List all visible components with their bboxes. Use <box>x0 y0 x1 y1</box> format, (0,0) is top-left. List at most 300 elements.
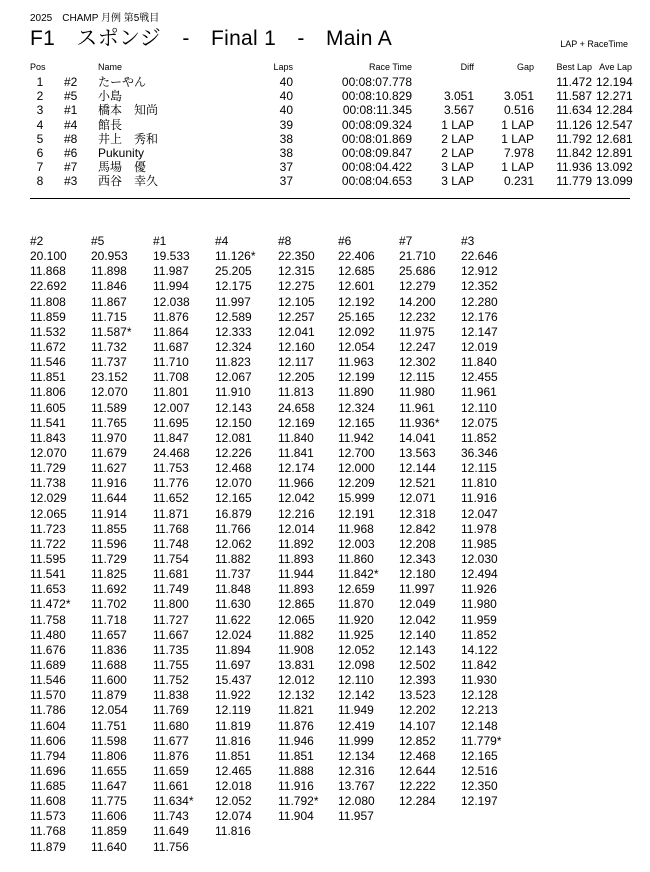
result-ave-lap: 12.271 <box>596 89 633 104</box>
lap-column <box>153 234 193 855</box>
lap-time: 12.302 <box>399 355 436 370</box>
lap-time: 11.870 <box>338 597 374 612</box>
lap-time: 12.343 <box>399 551 436 566</box>
lap-time: 11.893 <box>278 582 314 597</box>
result-ave-lap: 12.284 <box>596 103 633 118</box>
lap-column-header: #5 <box>91 234 105 248</box>
lap-time: 11.910 <box>215 385 251 400</box>
result-driver-name: 西谷 幸久 <box>98 174 159 189</box>
lap-time: 11.752 <box>153 673 189 688</box>
result-race-time: 00:08:10.829 <box>341 89 412 104</box>
result-best-lap: 11.936 <box>556 160 592 175</box>
lap-time: 11.718 <box>91 612 127 627</box>
result-pos: 1 <box>36 75 44 89</box>
lap-time: 11.916 <box>91 476 127 491</box>
lap-time: 12.147 <box>461 324 498 339</box>
lap-time: 11.859 <box>91 824 127 839</box>
lap-time: 12.041 <box>278 324 315 339</box>
lap-time: 11.758 <box>30 612 66 627</box>
lap-time: 13.767 <box>338 779 375 794</box>
lap-time: 11.634* <box>153 794 194 809</box>
result-driver-name: Pukunity <box>98 145 145 160</box>
lap-time: 12.659 <box>338 582 375 597</box>
lap-time: 11.644 <box>91 491 127 506</box>
lap-time: 12.465 <box>215 763 252 778</box>
lap-time: 11.898 <box>91 264 127 279</box>
lap-time: 11.860 <box>338 551 374 566</box>
result-driver-name: たーやん <box>98 75 147 89</box>
lap-column <box>338 234 378 824</box>
event-subtitle: 2025 CHAMP 月例 第5戦目 <box>30 13 160 24</box>
lap-time: 12.247 <box>399 339 436 354</box>
result-pos: 7 <box>36 160 44 175</box>
lap-time: 11.961 <box>461 385 497 400</box>
lap-time: 12.098 <box>338 657 375 672</box>
lap-time: 12.038 <box>153 294 190 309</box>
result-car-number: #7 <box>64 160 78 175</box>
lap-time: 11.541 <box>30 415 66 430</box>
header-race-time: Race Time <box>368 62 412 72</box>
lap-time: 14.200 <box>399 294 436 309</box>
lap-time: 11.708 <box>153 370 189 385</box>
lap-time: 12.912 <box>461 264 498 279</box>
lap-time: 12.455 <box>461 370 498 385</box>
lap-time: 12.065 <box>278 612 315 627</box>
result-ave-lap: 12.194 <box>596 75 633 89</box>
lap-time: 11.604 <box>30 718 66 733</box>
lap-time: 12.324 <box>215 339 252 354</box>
lap-time: 12.865 <box>278 597 315 612</box>
lap-time: 12.150 <box>215 415 252 430</box>
lap-time: 11.570 <box>30 688 66 703</box>
result-best-lap: 11.842 <box>556 145 592 160</box>
lap-time: 11.848 <box>215 582 251 597</box>
lap-time: 12.117 <box>278 355 314 370</box>
result-laps: 37 <box>279 174 293 189</box>
lap-time: 11.681 <box>153 567 189 582</box>
lap-time: 11.959 <box>461 612 497 627</box>
lap-time: 11.942 <box>338 430 374 445</box>
header-diff: Diff <box>460 62 474 72</box>
result-diff: 3 LAP <box>441 174 474 189</box>
lap-time: 11.847 <box>153 430 189 445</box>
lap-time: 11.696 <box>30 763 66 778</box>
header-laps: Laps <box>273 62 293 72</box>
lap-time: 12.003 <box>338 536 375 551</box>
lap-time: 11.608 <box>30 794 66 809</box>
lap-time: 11.640 <box>91 839 127 854</box>
lap-time: 12.279 <box>399 279 436 294</box>
lap-time: 11.737 <box>91 355 127 370</box>
lap-time: 12.165 <box>461 748 498 763</box>
lap-time: 11.916 <box>461 491 497 506</box>
lap-column <box>91 234 131 855</box>
lap-time: 12.216 <box>278 506 315 521</box>
lap-time: 11.756 <box>153 839 189 854</box>
result-driver-name: 井上 秀和 <box>98 131 159 146</box>
lap-time: 12.419 <box>338 718 375 733</box>
lap-time: 11.890 <box>338 385 374 400</box>
lap-time: 11.970 <box>91 430 127 445</box>
lap-time: 12.148 <box>461 718 498 733</box>
lap-time: 11.480 <box>30 627 66 642</box>
lap-time: 11.882 <box>278 627 314 642</box>
lap-time: 11.825 <box>91 567 127 582</box>
lap-time: 11.957 <box>338 809 374 824</box>
lap-time: 11.598 <box>91 733 127 748</box>
header-gap: Gap <box>516 62 534 72</box>
lap-time: 11.768 <box>153 521 189 536</box>
result-car-number: #5 <box>64 89 78 104</box>
lap-time: 12.352 <box>461 279 498 294</box>
lap-time: 11.930 <box>461 673 497 688</box>
lap-time: 11.999 <box>338 733 374 748</box>
lap-time: 11.589 <box>91 400 127 415</box>
lap-time: 11.806 <box>91 748 127 763</box>
result-race-time: 00:08:11.345 <box>342 103 412 118</box>
lap-time: 11.908 <box>278 642 314 657</box>
lap-time: 11.710 <box>153 355 189 370</box>
lap-time: 11.936* <box>399 415 440 430</box>
table-row <box>30 117 633 132</box>
lap-time: 12.074 <box>215 809 252 824</box>
table-row <box>30 174 633 189</box>
result-race-time: 00:08:09.847 <box>341 145 412 160</box>
lap-time: 11.840 <box>461 355 497 370</box>
page-title: F1 スポンジ - Final 1 - Main A <box>30 27 392 50</box>
lap-time: 12.176 <box>461 309 498 324</box>
results-header <box>30 62 630 75</box>
lap-time: 12.502 <box>399 657 436 672</box>
result-pos: 6 <box>36 145 44 160</box>
lap-time: 12.174 <box>278 461 315 476</box>
lap-time: 11.838 <box>153 688 189 703</box>
lap-time: 11.893 <box>278 551 314 566</box>
result-laps: 37 <box>279 160 293 175</box>
lap-time: 11.595 <box>30 551 66 566</box>
lap-time: 12.065 <box>30 506 67 521</box>
results-divider <box>30 198 630 199</box>
lap-time: 11.729 <box>30 461 66 476</box>
lap-time: 11.596 <box>91 536 127 551</box>
lap-time: 12.029 <box>30 491 67 506</box>
lap-time: 12.316 <box>338 763 375 778</box>
lap-time: 12.054 <box>91 703 128 718</box>
lap-time: 11.966 <box>278 476 314 491</box>
lap-column-header: #3 <box>461 234 475 248</box>
result-pos: 4 <box>36 117 44 132</box>
lap-time: 11.688 <box>91 657 127 672</box>
lap-time: 11.727 <box>153 612 189 627</box>
lap-time: 11.587* <box>91 324 132 339</box>
lap-time: 22.406 <box>338 249 375 264</box>
lap-time: 12.062 <box>215 536 252 551</box>
lap-time: 11.994 <box>153 279 189 294</box>
lap-column-header: #4 <box>215 234 229 248</box>
lap-time: 12.134 <box>338 748 375 763</box>
lap-time: 11.997 <box>215 294 251 309</box>
lap-time: 12.315 <box>278 264 315 279</box>
lap-time: 12.468 <box>399 748 436 763</box>
lap-time: 12.140 <box>399 627 436 642</box>
lap-time: 14.041 <box>399 430 436 445</box>
lap-time: 12.110 <box>338 673 374 688</box>
lap-column <box>215 234 255 840</box>
lap-time: 11.546 <box>30 673 66 688</box>
lap-time: 11.980 <box>399 385 435 400</box>
lap-time: 11.687 <box>153 339 189 354</box>
lap-column-header: #7 <box>399 234 413 248</box>
lap-time: 11.605 <box>30 400 66 415</box>
lap-time: 12.070 <box>215 476 252 491</box>
lap-time: 12.226 <box>215 445 252 460</box>
lap-time: 12.160 <box>278 339 315 354</box>
result-best-lap: 11.126 <box>556 117 592 132</box>
lap-time: 11.697 <box>215 657 251 672</box>
lap-time: 12.042 <box>278 491 315 506</box>
result-best-lap: 11.792 <box>556 131 592 146</box>
lap-time: 11.843 <box>30 430 66 445</box>
lap-time: 11.653 <box>30 582 66 597</box>
lap-time: 11.852 <box>461 627 497 642</box>
lap-time: 11.722 <box>30 536 66 551</box>
table-row <box>30 131 633 146</box>
result-race-time: 00:08:04.653 <box>341 174 412 189</box>
table-row <box>30 89 633 104</box>
result-gap: 0.516 <box>503 103 534 118</box>
lap-time: 12.132 <box>278 688 315 703</box>
lap-time: 12.169 <box>278 415 315 430</box>
lap-time: 12.165 <box>215 491 252 506</box>
lap-time: 12.521 <box>399 476 436 491</box>
result-gap: 1 LAP <box>501 117 534 132</box>
lap-time: 12.012 <box>278 673 315 688</box>
lap-time: 36.346 <box>461 445 498 460</box>
lap-time: 11.630 <box>215 597 251 612</box>
result-diff: 3.567 <box>443 103 474 118</box>
lap-time: 11.692 <box>91 582 127 597</box>
lap-time: 11.748 <box>153 536 189 551</box>
lap-time: 11.667 <box>153 627 189 642</box>
lap-time: 11.622 <box>215 612 251 627</box>
result-ave-lap: 13.092 <box>596 160 633 175</box>
lap-time: 12.054 <box>338 339 375 354</box>
lap-time: 24.658 <box>278 400 315 415</box>
lap-time: 11.961 <box>399 400 435 415</box>
result-laps: 40 <box>279 103 293 118</box>
lap-time: 12.070 <box>30 445 67 460</box>
lap-time: 11.926 <box>461 582 497 597</box>
lap-time: 12.143 <box>399 642 436 657</box>
lap-time: 12.209 <box>338 476 375 491</box>
lap-time: 25.165 <box>338 309 375 324</box>
lap-time: 11.689 <box>30 657 66 672</box>
lap-time: 13.831 <box>278 657 315 672</box>
lap-time: 12.202 <box>399 703 436 718</box>
lap-time: 11.749 <box>153 582 189 597</box>
lap-time: 11.975 <box>399 324 435 339</box>
lap-time: 21.710 <box>399 249 436 264</box>
result-race-time: 00:08:01.869 <box>341 131 412 146</box>
table-row <box>30 145 633 160</box>
lap-time: 11.859 <box>30 309 66 324</box>
lap-time: 11.816 <box>215 824 251 839</box>
result-car-number: #2 <box>64 75 78 89</box>
lap-time: 11.652 <box>153 491 189 506</box>
result-gap: 0.231 <box>503 174 534 189</box>
lap-time: 12.275 <box>278 279 315 294</box>
lap-time: 11.813 <box>278 385 314 400</box>
result-diff: 3.051 <box>443 89 474 104</box>
lap-time: 14.107 <box>399 718 436 733</box>
lap-column-header: #2 <box>30 234 44 248</box>
lap-time: 12.049 <box>399 597 436 612</box>
lap-time: 12.232 <box>399 309 436 324</box>
lap-time: 11.794 <box>30 748 66 763</box>
result-laps: 40 <box>279 89 293 104</box>
lap-time: 11.846 <box>91 279 127 294</box>
lap-column <box>399 234 439 809</box>
result-ave-lap: 12.681 <box>596 131 633 146</box>
result-best-lap: 11.634 <box>556 103 592 118</box>
lap-time: 11.702 <box>91 597 127 612</box>
lap-time: 11.786 <box>30 703 66 718</box>
lap-time: 12.067 <box>215 370 252 385</box>
result-laps: 38 <box>279 131 293 146</box>
lap-time: 12.208 <box>399 536 436 551</box>
lap-time: 11.800 <box>153 597 189 612</box>
lap-time: 11.852 <box>461 430 497 445</box>
lap-time: 20.100 <box>30 249 67 264</box>
lap-time: 11.808 <box>30 294 66 309</box>
result-ave-lap: 12.547 <box>596 117 633 132</box>
lap-time: 11.810 <box>461 476 497 491</box>
lap-time: 11.649 <box>153 824 189 839</box>
lap-time: 12.700 <box>338 445 375 460</box>
lap-time: 11.126* <box>215 249 256 264</box>
lap-time: 11.472* <box>30 597 71 612</box>
lap-time: 11.816 <box>215 733 251 748</box>
lap-time: 12.092 <box>338 324 375 339</box>
lap-time: 11.876 <box>278 718 314 733</box>
lap-time: 12.324 <box>338 400 375 415</box>
result-gap: 1 LAP <box>501 131 534 146</box>
lap-time: 11.840 <box>278 430 314 445</box>
lap-time: 12.007 <box>153 400 190 415</box>
lap-time: 12.284 <box>399 794 436 809</box>
lap-time: 13.563 <box>399 445 436 460</box>
table-row <box>30 75 633 89</box>
lap-time: 12.516 <box>461 763 498 778</box>
lap-time: 12.030 <box>461 551 498 566</box>
result-best-lap: 11.472 <box>556 75 592 89</box>
result-race-time: 00:08:04.422 <box>341 160 412 175</box>
result-laps: 39 <box>279 117 293 132</box>
result-gap: 1 LAP <box>501 160 534 175</box>
lap-time: 12.119 <box>215 703 251 718</box>
lap-time: 11.532 <box>30 324 66 339</box>
result-pos: 2 <box>36 89 44 104</box>
lap-time: 11.753 <box>153 461 189 476</box>
lap-time: 11.768 <box>30 824 66 839</box>
lap-time: 12.222 <box>399 779 436 794</box>
result-driver-name: 小島 <box>98 89 123 104</box>
lap-time: 12.589 <box>215 309 252 324</box>
lap-time: 12.019 <box>461 339 498 354</box>
lap-column <box>461 234 501 809</box>
lap-time: 12.180 <box>399 567 436 582</box>
lap-time: 23.152 <box>91 370 128 385</box>
lap-time: 11.997 <box>399 582 435 597</box>
lap-time: 11.680 <box>153 718 189 733</box>
result-diff: 1 LAP <box>441 117 474 132</box>
lap-time: 12.280 <box>461 294 498 309</box>
result-pos: 3 <box>36 103 44 118</box>
lap-time: 11.855 <box>91 521 127 536</box>
lap-time: 11.968 <box>338 521 374 536</box>
lap-column-header: #8 <box>278 234 292 248</box>
lap-time: 20.953 <box>91 249 128 264</box>
lap-time: 11.546 <box>30 355 66 370</box>
lap-time: 11.842* <box>338 567 379 582</box>
header-pos: Pos <box>30 62 46 72</box>
result-driver-name: 馬場 優 <box>98 160 147 175</box>
lap-time: 12.047 <box>461 506 498 521</box>
lap-time: 22.350 <box>278 249 315 264</box>
lap-time: 11.695 <box>153 415 189 430</box>
lap-time: 11.677 <box>153 733 189 748</box>
lap-time: 12.257 <box>278 309 315 324</box>
lap-time: 11.685 <box>30 779 66 794</box>
header-best-lap: Best Lap <box>556 62 592 72</box>
result-car-number: #3 <box>64 174 78 189</box>
result-ave-lap: 13.099 <box>596 174 633 189</box>
lap-time: 19.533 <box>153 249 190 264</box>
lap-time: 11.766 <box>215 521 251 536</box>
lap-time: 11.819 <box>215 718 251 733</box>
lap-time: 12.052 <box>338 642 375 657</box>
result-gap: 7.978 <box>503 145 534 160</box>
lap-time: 12.144 <box>399 461 436 476</box>
lap-time: 11.871 <box>153 506 189 521</box>
lap-time: 12.350 <box>461 779 498 794</box>
lap-time: 11.916 <box>278 779 314 794</box>
lap-time: 11.606 <box>91 809 127 824</box>
lap-time: 11.876 <box>153 748 189 763</box>
lap-time: 11.842 <box>461 657 497 672</box>
lap-time: 11.655 <box>91 763 127 778</box>
lap-time: 11.679 <box>91 445 127 460</box>
lap-time: 13.523 <box>399 688 436 703</box>
lap-time: 12.071 <box>399 491 436 506</box>
lap-time: 11.723 <box>30 521 66 536</box>
result-best-lap: 11.779 <box>556 174 592 189</box>
result-car-number: #1 <box>64 103 78 118</box>
result-car-number: #4 <box>64 117 78 132</box>
lap-time: 11.882 <box>215 551 251 566</box>
lap-time: 11.755 <box>153 657 189 672</box>
lap-time: 11.738 <box>30 476 66 491</box>
table-row <box>30 103 633 118</box>
lap-time: 11.659 <box>153 763 189 778</box>
lap-time: 11.729 <box>91 551 127 566</box>
lap-time: 11.672 <box>30 339 66 354</box>
lap-time: 11.978 <box>461 521 497 536</box>
lap-time: 11.851 <box>30 370 66 385</box>
lap-time: 12.318 <box>399 506 436 521</box>
lap-time: 12.143 <box>215 400 252 415</box>
lap-time: 11.823 <box>215 355 251 370</box>
